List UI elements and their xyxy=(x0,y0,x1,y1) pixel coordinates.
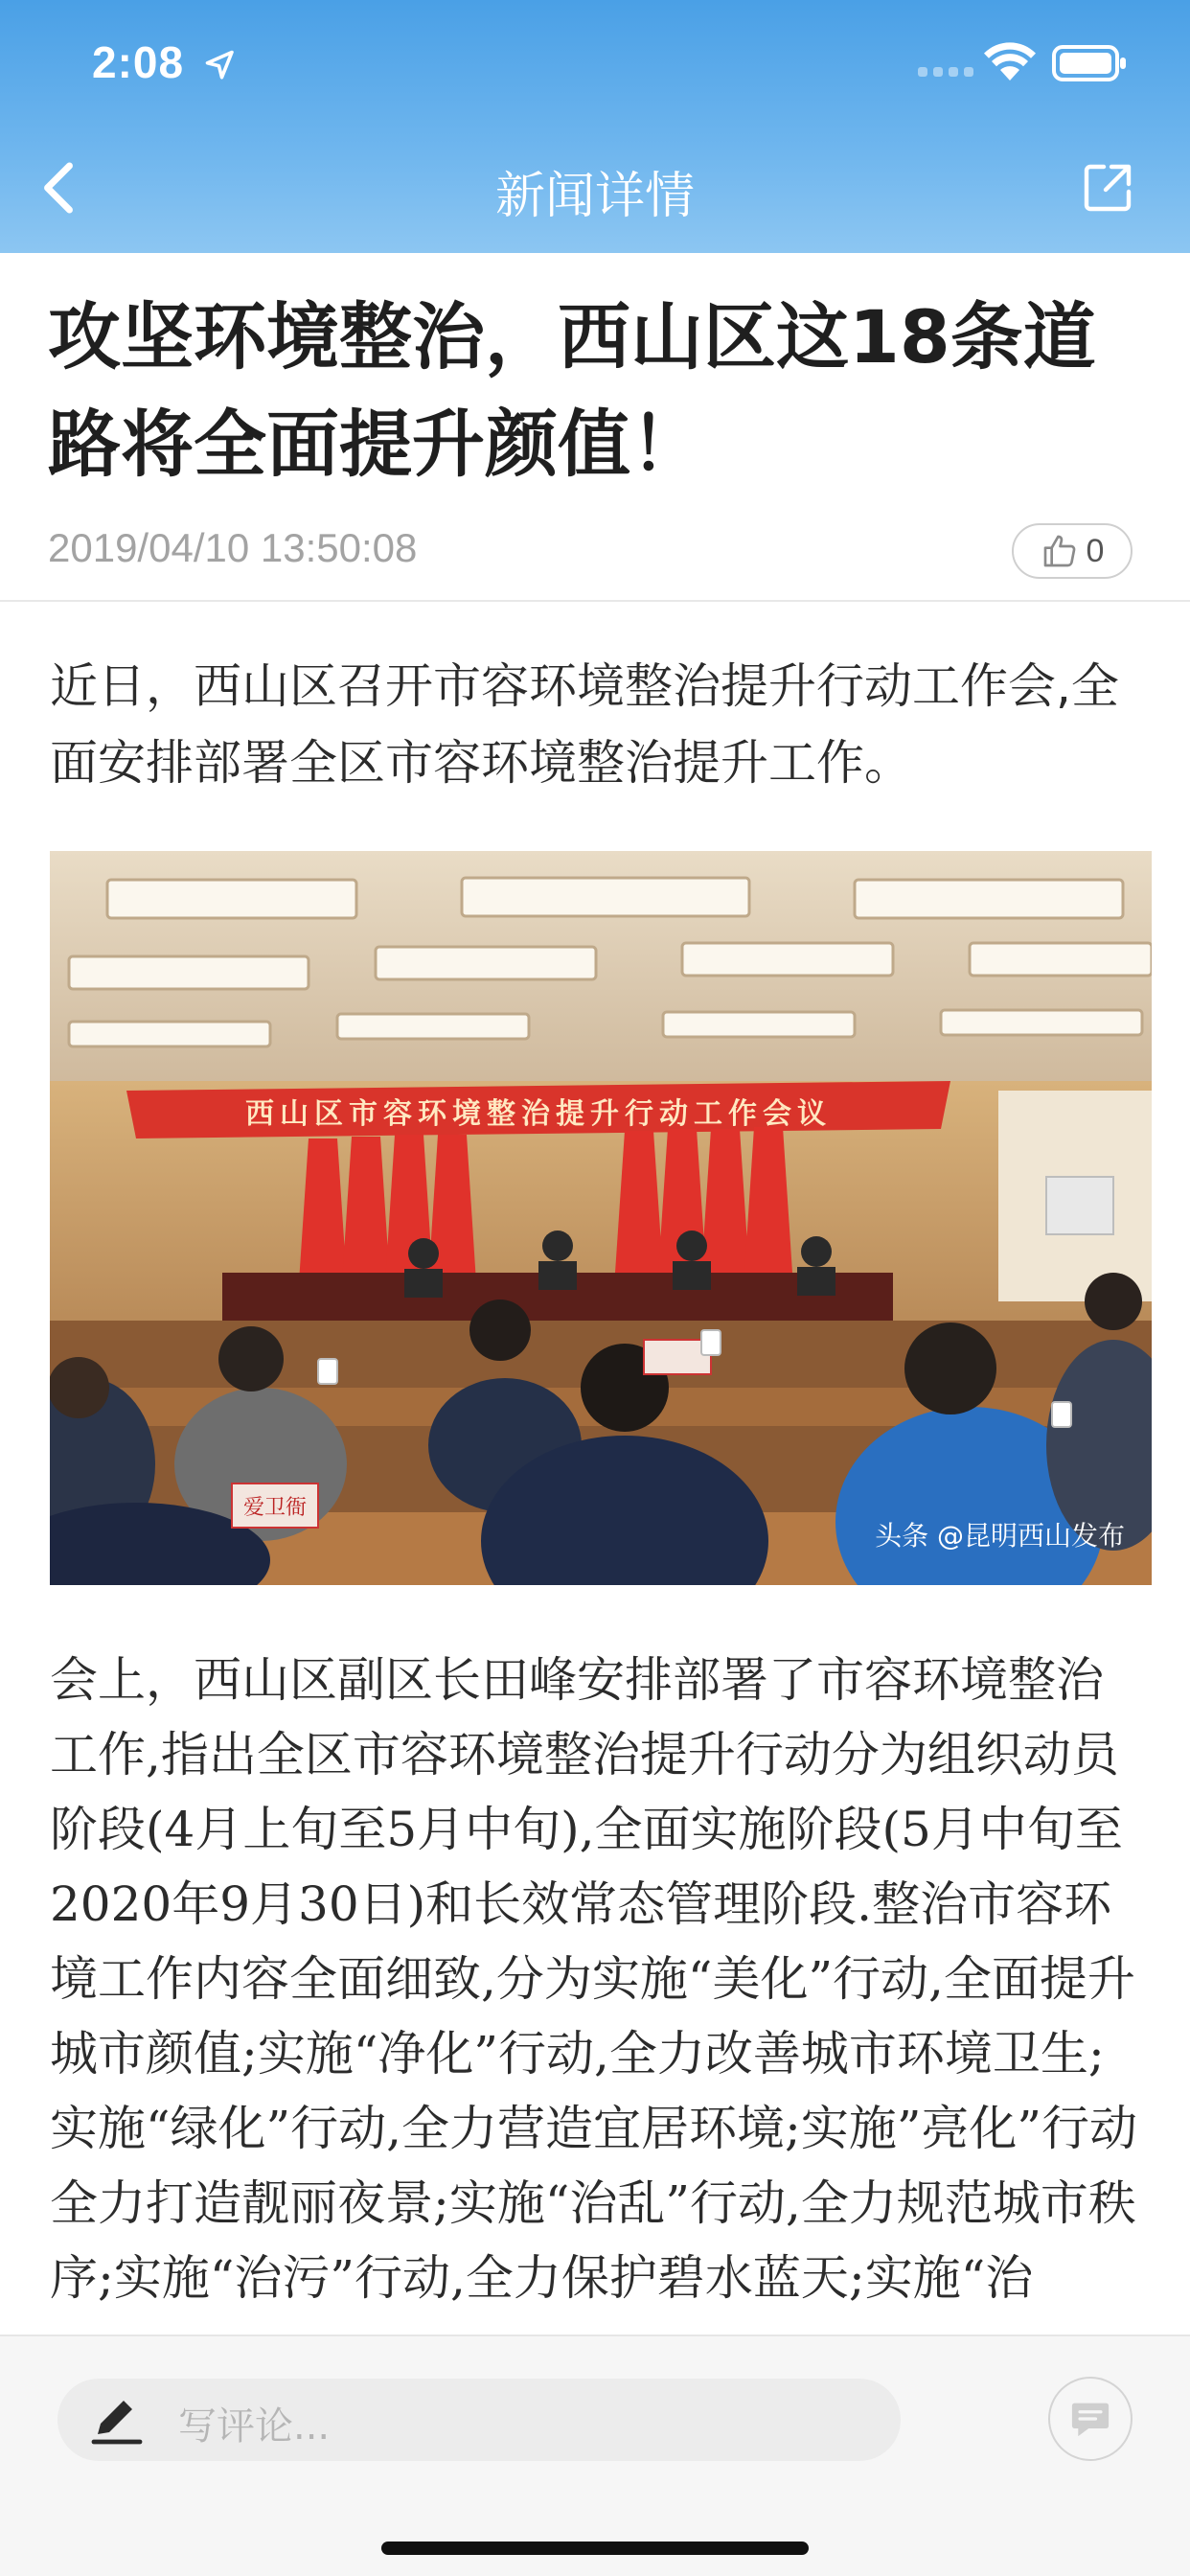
home-indicator[interactable] xyxy=(381,2542,809,2555)
article-paragraph-1: 近日，西山区召开市容环境整治提升行动工作会,全面安排部署全区市容环境整治提升工作。 xyxy=(50,658,1119,791)
name-card-left: 爱卫衙 xyxy=(242,1496,308,1520)
like-count: 0 xyxy=(1086,532,1105,569)
page-title: 新闻详情 xyxy=(494,168,695,225)
banner-text: 西山区市容环境整治提升行动工作会议 xyxy=(245,1097,832,1131)
thumbs-up-icon xyxy=(1041,532,1079,570)
article-title: 攻坚环境整治，西山区这18条道路将全面提升颜值！ xyxy=(48,294,1096,487)
comment-input[interactable] xyxy=(57,2379,901,2461)
location-arrow-icon xyxy=(203,48,238,82)
pencil-icon xyxy=(90,2396,144,2446)
wifi-icon xyxy=(983,42,1037,84)
status-time: 2:08 xyxy=(92,37,185,87)
comment-bar xyxy=(0,2334,1190,2576)
meeting-photo xyxy=(50,851,1152,1585)
comments-button[interactable] xyxy=(1048,2377,1133,2461)
photo-watermark: 头条 @昆明西山发布 xyxy=(875,1520,1125,1552)
cellular-signal-icon xyxy=(918,67,973,80)
battery-icon xyxy=(1052,44,1129,82)
top-header xyxy=(0,0,1190,253)
article-paragraph-2: 会上，西山区副区长田峰安排部署了市容环境整治工作,指出全区市容环境整治提升行动分为组织动员阶段(4月上旬至5月中旬),全面实施阶段(5月中旬至2020年9月30日)和长效常态管理阶段.整治市容环境工作内容全面细致,分为实施“美化”行动,全面提升城市颜值;实施“净化”行动,全力改善城市环境卫生;实施“绿化”行动,全力营造宜居环境;实施”亮化”行动全力打造靓丽夜景;实施“治乱”行动,全力规范城市秩序;实施“治污”行动,全力保护碧水蓝天;实施“治 xyxy=(50,1652,1137,2306)
header-divider xyxy=(0,600,1190,602)
article-date: 2019/04/10 13:50:08 xyxy=(48,525,418,570)
like-button[interactable] xyxy=(1012,523,1133,579)
share-icon[interactable] xyxy=(1081,161,1134,215)
comment-placeholder: 写评论... xyxy=(178,2404,331,2449)
message-icon xyxy=(1068,2400,1112,2438)
article-photo[interactable] xyxy=(50,851,1152,1585)
